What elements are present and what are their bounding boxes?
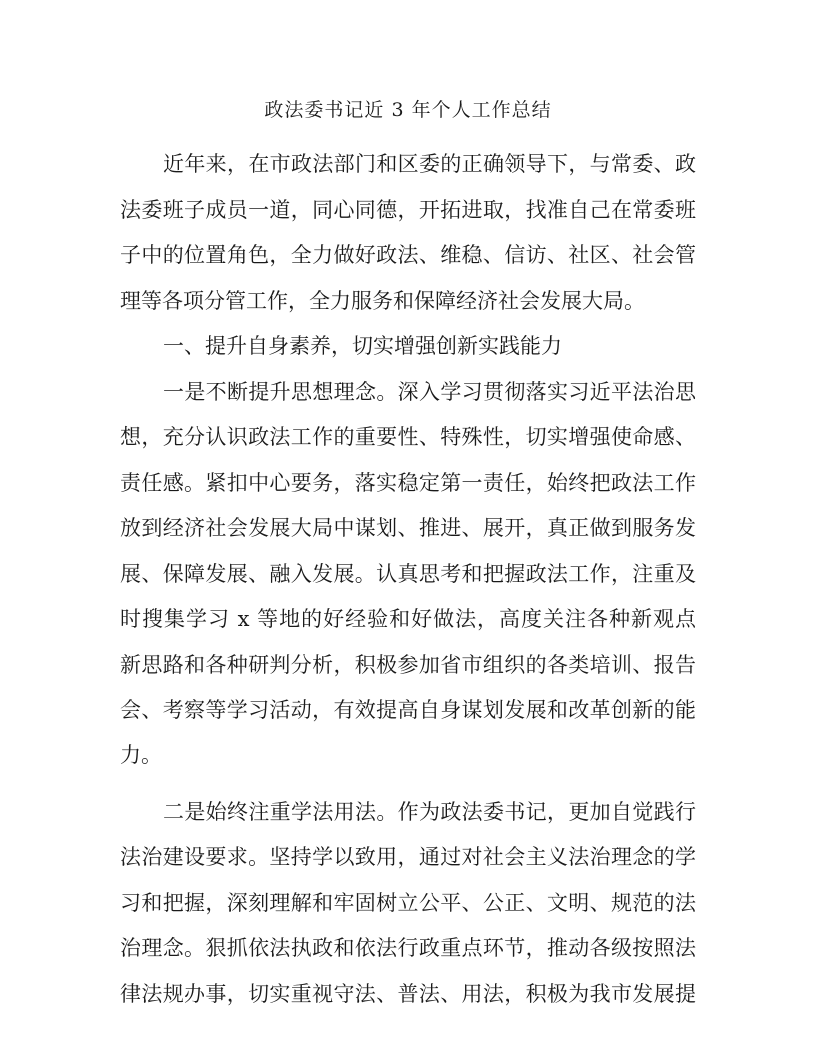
paragraph-2-line-6: 时搜集学习 x 等地的好经验和好做法，高度关注各种新观点 [120, 607, 696, 631]
paragraph-3-line-4: 治理念。狠抓依法执政和依法行政重点环节，推动各级按照法 [120, 936, 696, 960]
paragraph-2-line-5: 展、保障发展、融入发展。认真思考和把握政法工作，注重及 [120, 562, 696, 586]
paragraph-3-line-2: 法治建设要求。坚持学以致用，通过对社会主义法治理念的学 [120, 845, 696, 869]
paragraph-3-line-3: 习和把握，深刻理解和牢固树立公平、公正、文明、规范的法 [120, 891, 696, 915]
paragraph-2-line-8: 会、考察等学习活动，有效提高自身谋划发展和改革创新的能 [120, 698, 696, 722]
paragraph-2-line-7: 新思路和各种研判分析，积极参加省市组织的各类培训、报告 [120, 653, 696, 677]
paragraph-2-line-2: 想，充分认识政法工作的重要性、特殊性，切实增强使命感、 [120, 425, 696, 449]
paragraph-2-line-4: 放到经济社会发展大局中谋划、推进、展开，真正做到服务发 [120, 516, 696, 540]
paragraph-3-line-1: 二是始终注重学法用法。作为政法委书记，更加自觉践行 [163, 800, 696, 824]
document-title: 政法委书记近 3 年个人工作总结 [264, 99, 552, 121]
section-heading-1: 一、提升自身素养，切实增强创新实践能力 [163, 334, 562, 358]
paragraph-2-line-3: 责任感。紧扣中心要务，落实稳定第一责任，始终把政法工作 [120, 471, 696, 495]
paragraph-1-line-2: 法委班子成员一道，同心同德，开拓进取，找准自己在常委班 [120, 198, 696, 222]
paragraph-1-line-4: 理等各项分管工作，全力服务和保障经济社会发展大局。 [120, 289, 645, 313]
paragraph-1-line-1: 近年来，在市政法部门和区委的正确领导下，与常委、政 [163, 152, 696, 176]
paragraph-2-line-9: 力。 [120, 743, 162, 767]
paragraph-1-line-3: 子中的位置角色，全力做好政法、维稳、信访、社区、社会管 [120, 243, 696, 267]
paragraph-2-line-1: 一是不断提升思想理念。深入学习贯彻落实习近平法治思 [163, 380, 696, 404]
paragraph-3-line-5: 律法规办事，切实重视守法、普法、用法，积极为我市发展提 [120, 982, 696, 1006]
